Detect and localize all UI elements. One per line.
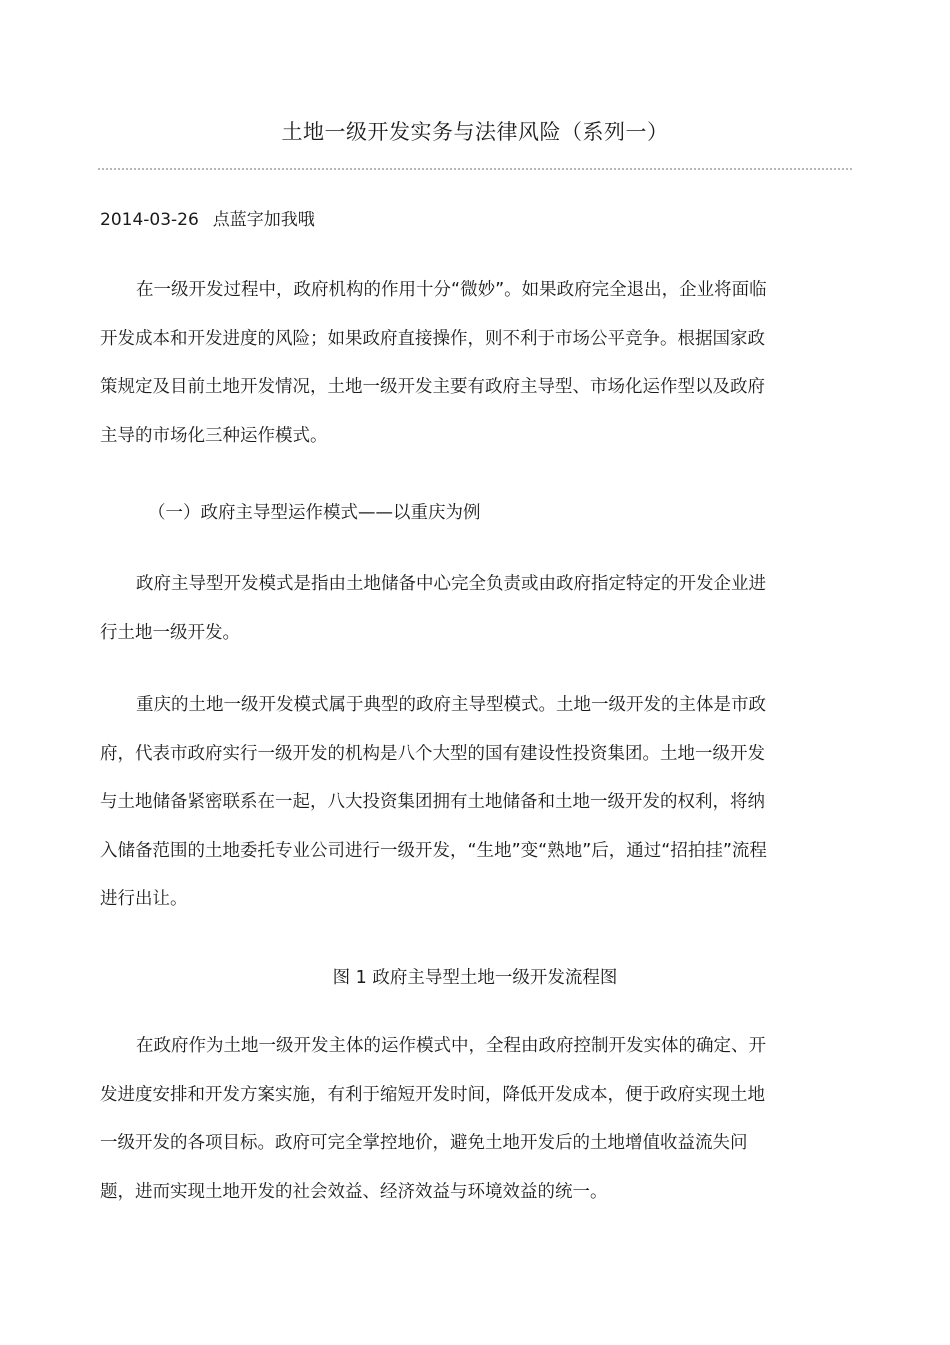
document-title: 土地一级开发实务与法律风险（系列一） xyxy=(281,120,669,144)
paragraph-advantages: 在政府作为土地一级开发主体的运作模式中，全程由政府控制开发实体的确定、开发进度安排和开发方案实施，有利于缩短开发时间，降低开发成本，便于政府实现土地一级开发的各项目标。政府可完全掌控地价，避免土地开发后的土地增值收益流失问题，进而实现土地开发的社会效益、经济效益与环境效益的统一。 xyxy=(100,1036,766,1202)
title-divider xyxy=(98,168,852,170)
publish-date: 2014-03-26 xyxy=(100,210,199,230)
article-meta xyxy=(100,205,315,230)
paragraph-chongqing: 重庆的土地一级开发模式属于典型的政府主导型模式。土地一级开发的主体是市政府，代表市政府实行一级开发的机构是八个大型的国有建设性投资集团。土地一级开发与土地储备紧密联系在一起，八大投资集团拥有土地储备和土地一级开发的权利，将纳入储备范围的土地委托专业公司进行一级开发，“生地”变“熟地”后，通过“招拍挂”流程进行出让。 xyxy=(100,695,767,909)
section-heading: （一）政府主导型运作模式——以重庆为例 xyxy=(148,503,481,523)
figure-caption: 图 1 政府主导型土地一级开发流程图 xyxy=(332,968,618,988)
paragraph-intro: 在一级开发过程中，政府机构的作用十分“微妙”。如果政府完全退出，企业将面临开发成本和开发进度的风险；如果政府直接操作，则不利于市场公平竞争。根据国家政策规定及目前土地开发情况，土地一级开发主要有政府主导型、市场化运作型以及政府主导的市场化三种运作模式。 xyxy=(100,280,767,446)
paragraph-definition: 政府主导型开发模式是指由土地储备中心完全负责或由政府指定特定的开发企业进行土地一级开发。 xyxy=(100,574,766,643)
byline-link[interactable]: 点蓝字加我哦 xyxy=(212,210,315,230)
